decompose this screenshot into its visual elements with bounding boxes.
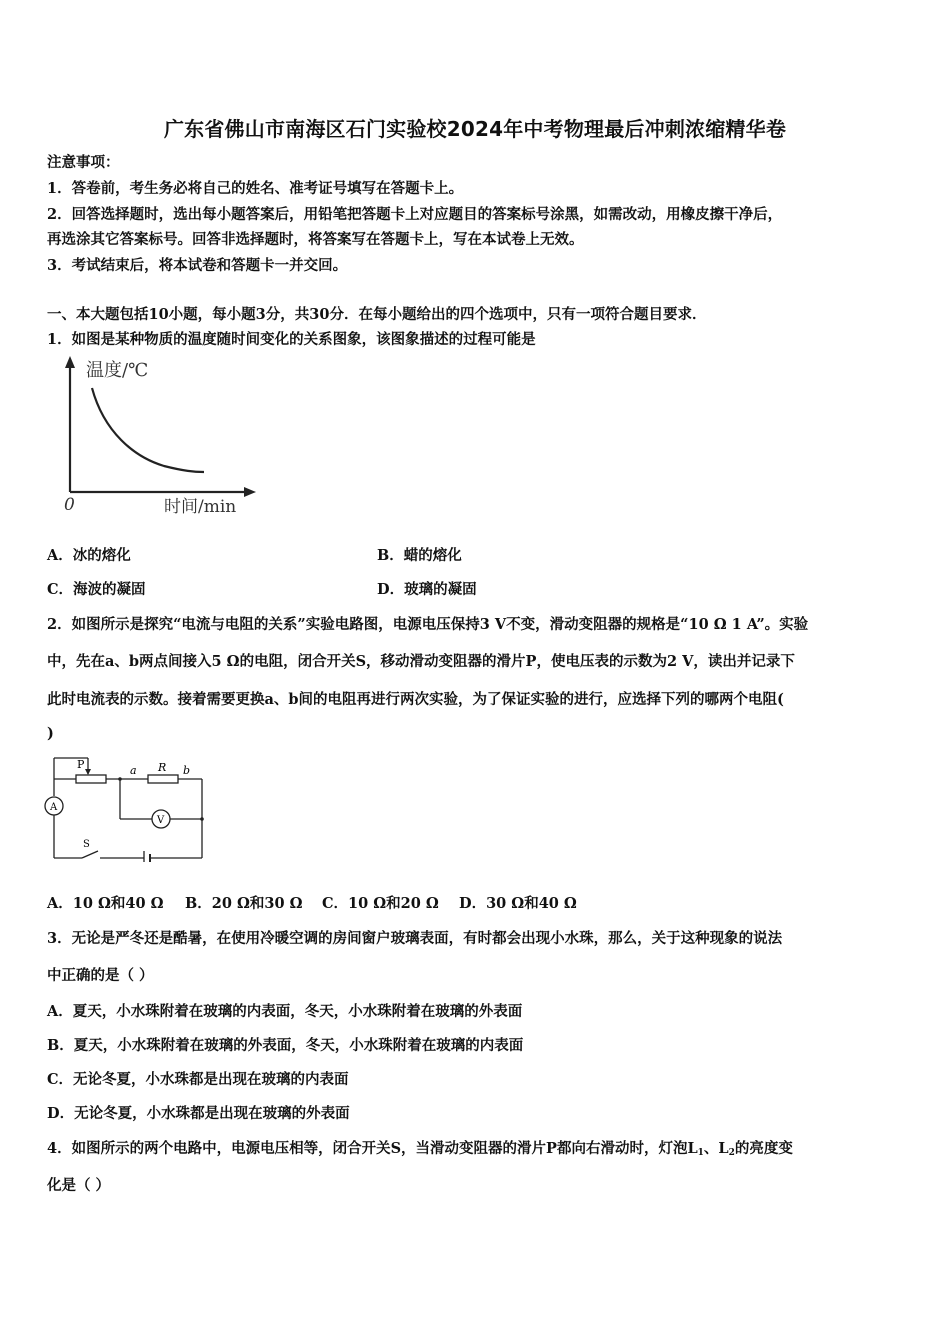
circuit-label-p: P <box>77 758 85 771</box>
ammeter-label: A <box>50 802 58 813</box>
switch-label: S <box>83 839 90 850</box>
notice-item-2: 2．回答选择题时，选出每小题答案后，用铅笔把答题卡上对应题目的答案标号涂黑，如需改动，用橡皮擦干净后， <box>47 206 783 223</box>
q1-option-b[interactable]: B．蜡的熔化 <box>377 547 462 564</box>
notice-item-1: 1．答卷前，考生务必将自己的姓名、准考证号填写在答题卡上。 <box>47 180 464 197</box>
q2-circuit-diagram <box>40 752 220 862</box>
q3-line-2: 中正确的是（ ） <box>47 967 154 984</box>
switch-symbol <box>82 851 98 858</box>
temperature-time-graph <box>44 352 264 522</box>
graph-x-arrow <box>244 487 256 497</box>
q4-line-1 <box>47 1137 793 1158</box>
section-header: 一、本大题包括10小题，每小题3分，共30分．在每小题给出的四个选项中，只有一项符合题目要求． <box>47 306 707 323</box>
notice-item-3: 3．考试结束后，将本试卷和答题卡一并交回。 <box>47 257 348 274</box>
page-title: 广东省佛山市南海区石门实验校2024年中考物理最后冲刺浓缩精华卷 <box>163 117 787 141</box>
q3-line-1: 3．无论是严冬还是酷暑，在使用冷暖空调的房间窗户玻璃表面，有时都会出现小水珠，那么，关于这种现象的说法 <box>47 930 783 947</box>
graph-origin: 0 <box>64 495 75 515</box>
q3-option-b[interactable]: B．夏天，小水珠附着在玻璃的外表面，冬天，小水珠附着在玻璃的内表面 <box>47 1037 524 1054</box>
q3-option-a[interactable]: A．夏天，小水珠附着在玻璃的内表面，冬天，小水珠附着在玻璃的外表面 <box>47 1003 523 1020</box>
notice-item-2-cont: 再选涂其它答案标号。回答非选择题时，将答案写在答题卡上，写在本试卷上无效。 <box>47 231 584 248</box>
junction-dot <box>118 777 122 781</box>
slider-arrow <box>85 769 91 775</box>
q1-option-a[interactable]: A．冰的熔化 <box>47 547 131 564</box>
q4-line-1-mid: 、L <box>703 1140 729 1157</box>
q3-option-c[interactable]: C．无论冬夏，小水珠都是出现在玻璃的内表面 <box>47 1071 349 1088</box>
rheostat-symbol <box>76 775 106 783</box>
q4-sub-2: 2 <box>728 1148 735 1158</box>
notice-heading: 注意事项： <box>47 154 120 171</box>
q2-line-2: 中，先在a、b两点间接入5 Ω的电阻，闭合开关S，移动滑动变阻器的滑片P，使电压表的示数为2 V，读出并记录下 <box>47 653 795 670</box>
circuit-label-a: a <box>130 764 137 777</box>
q3-option-d[interactable]: D．无论冬夏，小水珠都是出现在玻璃的外表面 <box>47 1105 350 1122</box>
q4-line-1-post: 的亮度变 <box>734 1140 793 1157</box>
q1-option-d[interactable]: D．玻璃的凝固 <box>377 581 477 598</box>
q4-sub-1: 1 <box>697 1148 704 1158</box>
graph-xlabel: 时间/min <box>164 497 237 517</box>
junction-dot <box>200 817 204 821</box>
q2-option-a[interactable]: A．10 Ω和40 Ω <box>47 895 164 912</box>
q1-stem: 1．如图是某种物质的温度随时间变化的关系图象，该图象描述的过程可能是 <box>47 331 536 348</box>
q4-line-1-pre: 4．如图所示的两个电路中，电源电压相等，闭合开关S，当滑动变阻器的滑片P都向右滑动时，灯泡L <box>47 1140 698 1157</box>
q2-option-d[interactable]: D．30 Ω和40 Ω <box>459 895 577 912</box>
q2-line-1: 2．如图所示是探究“电流与电阻的关系”实验电路图，电源电压保持3 V不变，滑动变阻器的规格是“10 Ω 1 A”。实验 <box>47 616 809 633</box>
q1-option-c[interactable]: C．海波的凝固 <box>47 581 146 598</box>
q2-option-b[interactable]: B．20 Ω和30 Ω <box>185 895 303 912</box>
voltmeter-label: V <box>157 815 165 826</box>
resistor-symbol <box>148 775 178 783</box>
q2-line-3: 此时电流表的示数。接着需要更换a、b间的电阻再进行两次实验，为了保证实验的进行，应选择下列的哪两个电阻( <box>47 691 784 708</box>
q2-option-c[interactable]: C．10 Ω和20 Ω <box>322 895 439 912</box>
circuit-label-r: R <box>158 761 167 774</box>
circuit-label-b: b <box>183 764 191 777</box>
graph-y-arrow <box>65 356 75 368</box>
q2-line-4: ) <box>47 725 54 742</box>
q4-line-2: 化是（ ） <box>47 1177 111 1194</box>
cooling-curve <box>92 388 204 472</box>
graph-ylabel: 温度/℃ <box>86 360 149 381</box>
